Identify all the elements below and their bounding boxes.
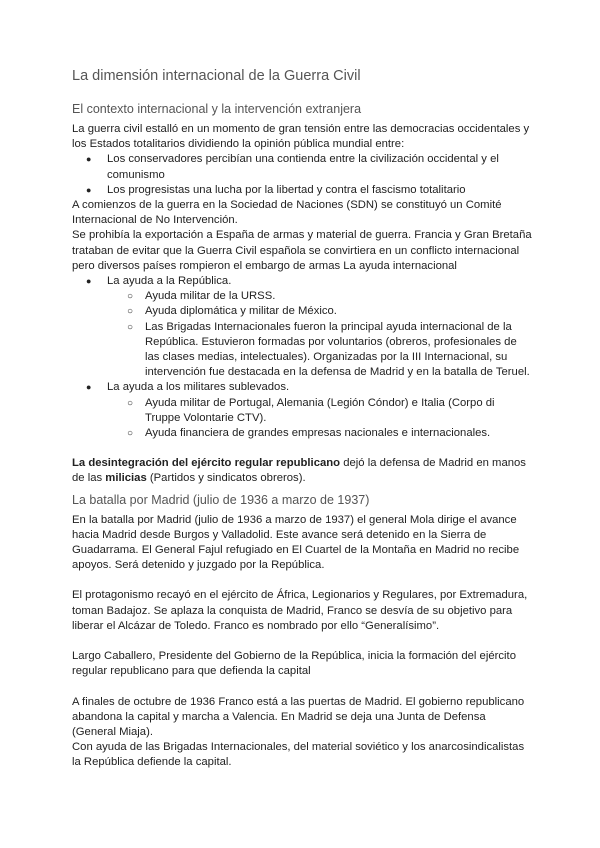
sub-list-item: ○ Ayuda militar de Portugal, Alemania (Legión Cóndor) e Italia (Corpo di Truppe Volontarie CTV).	[72, 396, 532, 426]
paragraph-embargo: Se prohibía la exportación a España de armas y material de guerra. Francia y Gran Bretaña trataban de evitar que la Guerra Civil española se convirtiera en un conflicto internacional pero diversos países rompieron el embargo de armas La ayuda internacional	[72, 229, 532, 272]
list-item-republic-aid: ● La ayuda a la República.	[72, 274, 532, 289]
document-title: La dimensión internacional de la Guerra Civil	[72, 68, 361, 84]
aid-list	[72, 274, 532, 441]
paragraph-mola: En la batalla por Madrid (julio de 1936 a marzo de 1937) el general Mola dirige el avance hacia Madrid desde Burgos y Valladolid. Este avance será detenido en la Sierra de Guadarrama. El General Fajul refugiado en El Cuartel de la Montaña en Madrid no recibe apoyos. Será detenido y juzgado por la República.	[72, 513, 520, 572]
spacer	[72, 634, 532, 649]
sub-list-item: ○ Ayuda financiera de grandes empresas nacionales e internacionales.	[72, 426, 532, 441]
spacer	[72, 573, 532, 588]
paragraph-october-1936: A finales de octubre de 1936 Franco está a las puertas de Madrid. El gobierno republicano abandona la capital y marcha a Valencia. En Madrid se deja una Junta de Defensa (General Miaja).	[72, 695, 525, 738]
text-span: (Partidos y sindicatos obreros).	[146, 472, 306, 485]
paragraph-intro: La guerra civil estalló en un momento de gran tensión entre las democracias occidentales y los Estados totalitarios dividiendo la opinión pública mundial entre:	[72, 123, 530, 151]
paragraph-disintegration	[72, 456, 532, 486]
list-item: ● Los conservadores percibían una contienda entre la civilización occidental y el comunismo	[72, 152, 532, 182]
paragraph-africa-army: El protagonismo recayó en el ejército de África, Legionarios y Regulares, por Extremadura, toman Badajoz. Se aplaza la conquista de Madrid, Franco se desvía de su objetivo para liberar el Alcázar de Toledo. Franco es nombrado por ello “Generalísimo”.	[72, 589, 528, 632]
opinion-list	[72, 152, 532, 198]
sub-list-item: ○ Las Brigadas Internacionales fueron la principal ayuda internacional de la República. Estuvieron formadas por voluntarios (obreros, profesionales de las clases medias, intelectuales). Organizadas por la III Internacional, su intervención fue destacada en la defensa de Madrid y en la batalla de Teruel.	[72, 320, 532, 381]
section-heading-madrid: La batalla por Madrid (julio de 1936 a marzo de 1937)	[72, 492, 370, 507]
paragraph-defense: Con ayuda de las Brigadas Internacionales, del material soviético y los anarcosindicalistas la República defiende la capital.	[72, 741, 525, 769]
list-item-rebels-aid: ● La ayuda a los militares sublevados.	[72, 380, 532, 395]
list-item: ● Los progresistas una lucha por la libertad y contra el fascismo totalitario	[72, 183, 532, 198]
document-page	[72, 68, 532, 771]
sub-list-item: ○ Ayuda diplomática y militar de México.	[72, 304, 532, 319]
spacer	[72, 441, 532, 456]
spacer	[72, 680, 532, 695]
text-span: dejó la defensa de Madrid en manos de las	[72, 457, 526, 485]
sub-list-item: ○ Ayuda militar de la URSS.	[72, 289, 532, 304]
bold-text: milicias	[105, 472, 147, 485]
paragraph-largo-caballero: Largo Caballero, Presidente del Gobierno de la República, inicia la formación del ejército regular republicano para que defienda la capital	[72, 650, 516, 678]
paragraph-sdn: A comienzos de la guerra en la Sociedad de Naciones (SDN) se constituyó un Comité Internacional de No Intervención.	[72, 199, 502, 227]
section-heading-context: El contexto internacional y la intervención extranjera	[72, 102, 362, 116]
bold-text: La desintegración del ejército regular republicano	[72, 457, 341, 470]
